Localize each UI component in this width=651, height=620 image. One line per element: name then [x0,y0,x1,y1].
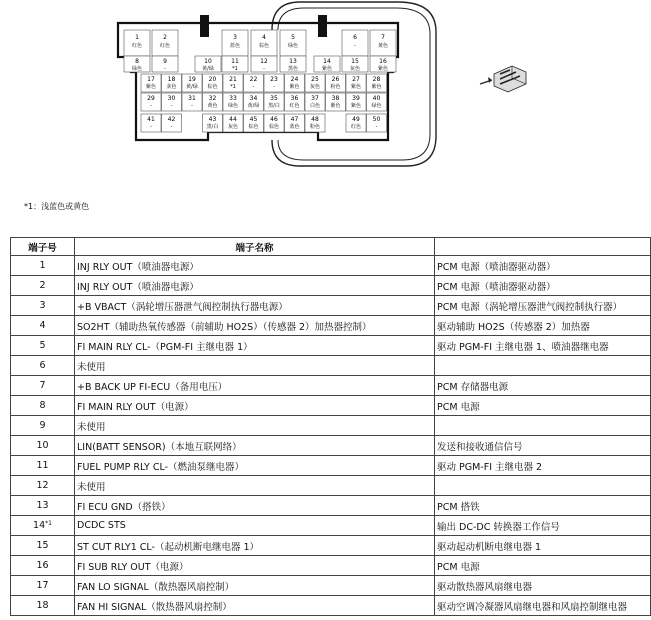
description-cell: 驱动空调冷凝器风扇继电器和风扇控制继电器 [435,596,651,616]
pin-wire-color: 红色 [289,103,300,109]
pin-number: 42 [167,116,176,123]
terminal-number: 8 [39,400,46,411]
pin-wire-color: - [150,124,152,130]
connector-pin [285,74,305,92]
description-cell: PCM 电源 [435,396,651,416]
terminal-name-cell: LIN(BATT SENSOR)（本地互联网络） [75,436,435,456]
connector-pin [367,114,387,132]
description-cell: 驱动散热器风扇继电器 [435,576,651,596]
connector-pin [162,74,182,92]
terminal-number: 10 [36,440,49,451]
terminal-name-cell: 未使用 [75,356,435,376]
pin-number: 6 [353,34,357,41]
connector-pin [223,114,243,132]
terminal-number: 14 [33,520,46,531]
terminal-name-cell: 未使用 [75,416,435,436]
connector-pin [305,114,325,132]
description-cell: PCM 电源（涡轮增压器泄气阀控制执行器） [435,296,651,316]
description-cell [435,356,651,376]
terminal-number-cell [11,516,75,536]
description-cell: PCM 电源（喷油器驱动器） [435,276,651,296]
description-cell: PCM 搭铁 [435,496,651,516]
connector-pin [162,114,182,132]
pin-number: 13 [289,58,297,65]
table-row [11,416,651,436]
pin-number: 38 [331,95,340,102]
table-row [11,456,651,476]
connector-pin [370,56,396,72]
connector-pin [182,93,202,111]
terminal-name-cell: FI SUB RLY OUT（电源） [75,556,435,576]
pin-wire-color: 红色 [350,124,362,130]
connector-pin [244,114,264,132]
pin-number: 28 [372,76,381,83]
pin-wire-color: - [191,103,193,109]
terminal-number: 18 [36,600,49,611]
pin-wire-color: - [150,103,152,109]
terminal-name-cell: INJ RLY OUT（喷油器电源） [75,256,435,276]
terminal-number-cell [11,596,75,616]
pin-number: 9 [163,58,167,65]
terminal-number-cell [11,316,75,336]
pin-wire-color: - [263,66,265,72]
pin-wire-color: 粉色 [309,124,321,130]
terminal-number-cell [11,256,75,276]
pin-wire-color: 紫色 [321,66,333,72]
pin-number: 31 [188,95,196,102]
connector-pin [346,114,366,132]
pin-number: 46 [270,116,278,123]
pin-number: 30 [167,95,176,102]
connector-pin [342,56,368,72]
terminal-name-cell: FAN LO SIGNAL（散热器风扇控制） [75,576,435,596]
connector-pin [342,30,368,56]
pin-number: 16 [379,58,387,65]
terminal-name-cell: FAN HI SIGNAL（散热器风扇控制） [75,596,435,616]
pin-number: 20 [208,76,217,83]
table-row [11,556,651,576]
pin-number: 23 [270,76,278,83]
description-cell [435,416,651,436]
terminal-number: 4 [39,320,46,331]
table-row [11,316,651,336]
connector-pin [305,93,325,111]
pin-wire-color: 蓝色 [289,124,300,130]
pin-number: 24 [290,76,299,83]
connector-pin [124,30,150,56]
connector-pin [244,93,264,111]
pin-wire-color: 紫色 [350,84,362,90]
connector-pin [314,56,340,72]
connector-pin [141,74,161,92]
pin-number: 29 [147,95,155,102]
description-cell: 驱动 PGM-FI 主继电器 2 [435,456,651,476]
terminal-name-cell: FI MAIN RLY CL-（PGM-FI 主继电器 1） [75,336,435,356]
pin-wire-color: 灰色 [309,84,321,90]
terminal-number-cell [11,536,75,556]
pin-number: 32 [208,95,217,102]
pin-number: 49 [352,116,360,123]
connector-pin [280,30,306,56]
terminal-number-cell [11,436,75,456]
terminal-name-cell: DCDC STS [75,516,435,536]
terminal-number: 2 [39,280,46,291]
terminal-number: 11 [36,460,49,471]
description-cell: PCM 电源（喷油器驱动器） [435,256,651,276]
terminal-number: 9 [39,420,46,431]
connector-pin [182,74,202,92]
pin-wire-color: - [170,124,173,130]
pin-number: 26 [331,76,340,83]
description-cell: 驱动起动机断电继电器 1 [435,536,651,556]
pin-wire-color: 棕色 [268,124,280,130]
pin-number: 37 [311,95,319,102]
connector-pin [251,56,277,72]
pin-number: 44 [229,116,237,123]
terminal-number: 1 [39,260,46,271]
pin-number: 36 [290,95,299,102]
pin-number: 19 [188,76,196,83]
pin-number: 1 [135,34,139,41]
terminal-name-cell: ST CUT RLY1 CL-（起动机断电继电器 1） [75,536,435,556]
pin-wire-color: 棕色 [248,124,259,130]
pin-number: 15 [351,58,359,65]
pin-wire-color: 红色 [159,43,171,49]
terminal-number-cell [11,336,75,356]
terminal-number-cell [11,356,75,376]
terminal-name-cell: INJ RLY OUT（喷油器电源） [75,276,435,296]
pin-wire-color: 黑/白 [268,103,280,109]
pin-wire-color: - [354,43,356,49]
table-row [11,436,651,456]
table-row [11,516,651,536]
connector-pin [152,30,178,56]
terminal-name-cell: +B BACK UP FI-ECU（备用电压） [75,376,435,396]
connector-pin [203,114,223,132]
description-cell: 输出 DC-DC 转换器工作信号 [435,516,651,536]
table-row [11,276,651,296]
connector-pin [141,93,161,111]
connector-pin [346,74,366,92]
connector-pin [280,56,306,72]
pin-number: 8 [135,58,139,65]
pin-wire-color: 灰色 [349,66,361,72]
pin-number: 22 [249,76,258,83]
terminal-name-cell: FUEL PUMP RLY CL-（燃油泵继电器） [75,456,435,476]
pin-wire-color: - [164,66,166,72]
pin-wire-color: *1 [232,66,238,72]
connector-pin-grid [124,30,396,132]
table-row [11,256,651,276]
terminal-name-cell: FI MAIN RLY OUT（电源） [75,396,435,416]
connector-pin [203,74,223,92]
pin-number: 40 [372,95,381,102]
connector-pin [367,74,387,92]
pin-wire-color: 黑色 [287,66,299,72]
connector-pin [285,114,305,132]
terminal-name-cell: FI ECU GND（搭铁） [75,496,435,516]
table-row [11,356,651,376]
footnote-marker: *1 [45,520,52,527]
table-row [11,336,651,356]
pin-number: 41 [147,116,155,123]
connector-pin [264,74,284,92]
pin-number: 7 [381,34,385,41]
connector-pin [223,74,243,92]
pin-wire-color: - [170,103,173,109]
description-cell [435,476,651,496]
pin-number: 12 [260,58,268,65]
terminal-number: 7 [39,380,46,391]
connector-pin [305,74,325,92]
description-cell: 发送和接收通信信号 [435,436,651,456]
pin-wire-color: 绿色 [131,66,143,72]
pin-wire-color: 绿色 [227,103,239,109]
pin-number: 47 [290,116,299,123]
connector-pin [244,74,264,92]
terminal-number: 17 [36,580,49,591]
terminal-number: 13 [36,500,49,511]
terminal-number-cell [11,576,75,596]
pin-number: 2 [163,34,167,41]
terminal-number-cell [11,396,75,416]
terminal-number: 15 [36,540,49,551]
terminal-name-cell: 未使用 [75,476,435,496]
pin-wire-color: 白色 [309,103,321,109]
pin-wire-color: 黄/绿 [186,84,198,90]
header-terminal-number: 端子号 [11,238,75,256]
pin-wire-color: 黄/绿 [202,66,214,72]
description-cell: PCM 电源 [435,556,651,576]
pin-wire-color: 灰色 [227,124,239,130]
pin-number: 34 [249,95,258,102]
pin-wire-color: 黄色 [207,103,218,109]
pin-number: 35 [270,95,278,102]
pin-number: 17 [147,76,155,83]
terminal-number-cell [11,296,75,316]
terminal-number-cell [11,376,75,396]
pin-wire-color: - [273,84,275,90]
terminal-number: 16 [36,560,49,571]
connector-icon [480,66,526,92]
pin-wire-color: 绿色 [371,103,382,109]
pin-number: 21 [229,76,237,83]
pin-number: 50 [372,116,381,123]
connector-pin [370,30,396,56]
terminal-name-cell: +B VBACT（涡轮增压器泄气阀控制执行器电源） [75,296,435,316]
pin-number: 33 [229,95,237,102]
connector-pin [326,74,346,92]
pin-number: 18 [167,76,176,83]
pin-number: 14 [323,58,331,65]
connector-pin [162,93,182,111]
connector-pin [367,93,387,111]
connector-pin [195,56,221,72]
connector-pin [124,56,150,72]
connector-pin [203,93,223,111]
pin-wire-color: 紫色 [145,84,157,90]
description-cell: 驱动辅助 HO2S（传感器 2）加热器 [435,316,651,336]
terminal-number: 3 [39,300,46,311]
connector-pin [285,93,305,111]
footnote: *1：浅蓝色或黄色 [24,202,90,211]
pin-wire-color: 黄色 [377,43,389,49]
header-description [435,238,651,256]
connector-diagram [0,0,603,190]
pin-wire-color: 紫色 [377,66,389,72]
terminal-name-cell: SO2HT（辅助热氧传感器（前辅助 HO2S）（传感器 2）加热器控制） [75,316,435,336]
pin-wire-color: *1 [230,84,236,90]
pin-wire-color: 绿色 [287,43,299,49]
table-row [11,496,651,516]
pin-wire-color: - [375,124,378,130]
connector-pin [251,30,277,56]
pin-wire-color: 紫色 [289,84,300,90]
table-row [11,296,651,316]
connector-pin [141,114,161,132]
pin-wire-color: 紫色 [330,103,341,109]
terminal-number: 5 [39,340,46,351]
pin-wire-color: 蓝色 [229,43,241,49]
terminal-table [10,237,651,616]
pin-number: 43 [208,116,217,123]
terminal-number: 6 [39,360,46,371]
terminal-number-cell [11,476,75,496]
connector-pin [222,30,248,56]
pin-number: 10 [204,58,212,65]
pin-wire-color: 紫色 [350,103,362,109]
connector-pin [326,93,346,111]
pin-wire-color: 棕色 [207,84,218,90]
terminal-number-cell [11,556,75,576]
table-row [11,396,651,416]
pin-wire-color: 黑/白 [206,124,219,130]
connector-pin [222,56,248,72]
pin-number: 45 [249,116,258,123]
pin-number: 25 [311,76,319,83]
terminal-number-cell [11,456,75,476]
pin-wire-color: 粉色 [330,84,341,90]
pin-number: 5 [291,34,295,41]
table-row [11,596,651,616]
pin-number: 48 [311,116,319,123]
pin-wire-color: 黄/绿 [247,103,260,109]
terminal-number-cell [11,496,75,516]
pin-wire-color: 棕色 [258,43,270,49]
description-cell: 驱动 PGM-FI 主继电器 1、喷油器继电器 [435,336,651,356]
pin-number: 39 [352,95,360,102]
pin-number: 11 [231,58,239,65]
terminal-number-cell [11,416,75,436]
terminal-number-cell [11,276,75,296]
header-terminal-name: 端子名称 [75,238,435,256]
connector-pin [264,114,284,132]
connector-pin [264,93,284,111]
table-row [11,476,651,496]
table-header-row [11,238,651,256]
terminal-number: 12 [36,480,49,491]
pin-number: 27 [352,76,360,83]
pin-number: 4 [262,34,266,41]
pin-wire-color: 红色 [131,43,143,49]
table-row [11,576,651,596]
description-cell: PCM 存储器电源 [435,376,651,396]
pin-number: 3 [233,34,237,41]
connector-pin [346,93,366,111]
table-body [11,256,651,616]
pin-wire-color: 紫色 [371,84,382,90]
table-row [11,536,651,556]
table-row [11,376,651,396]
connector-pin [152,56,178,72]
connector-pin [223,93,243,111]
pin-wire-color: - [252,84,255,90]
pin-wire-color: 灰色 [166,84,177,90]
